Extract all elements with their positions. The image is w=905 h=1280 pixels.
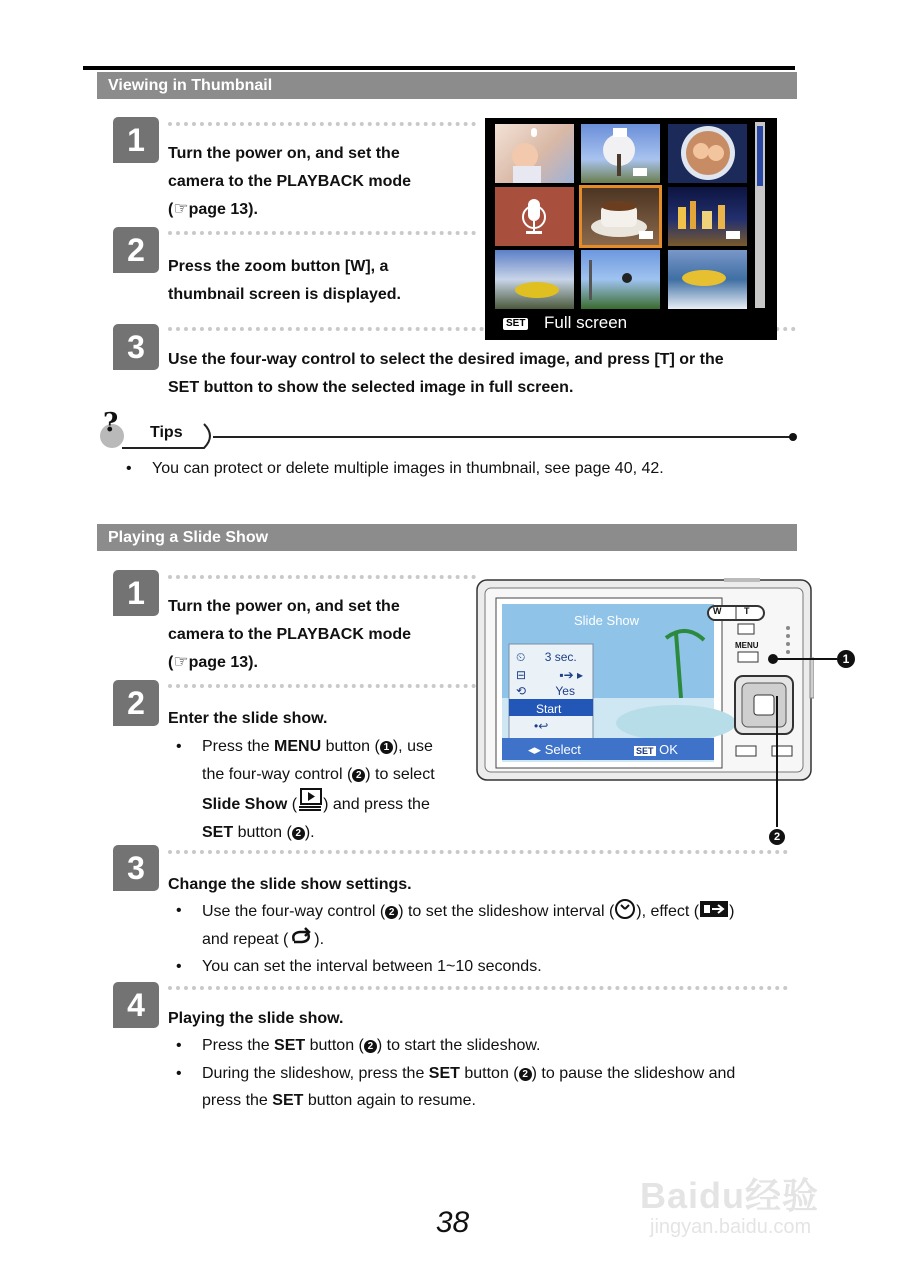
list-item-continued: and repeat ( ). <box>168 926 798 954</box>
hand-pointer-icon: ☞ <box>173 199 189 218</box>
callout-number-2: 2 <box>769 829 785 845</box>
list-item-continued: SET button ( 2 ). <box>202 823 315 841</box>
scrollbar-track <box>755 122 765 308</box>
dotted-divider <box>168 231 476 235</box>
page-number: 38 <box>435 1206 470 1239</box>
timer-icon <box>614 897 636 919</box>
step3-list <box>168 897 798 981</box>
repeat-icon: ⟲ <box>516 684 527 698</box>
section-header-thumbnail: Viewing in Thumbnail <box>97 72 797 99</box>
scrollbar-thumb <box>757 126 763 186</box>
thumbnail-screen <box>485 118 777 340</box>
list-item: • Press the SET button ( 2 ) to start the slideshow. <box>168 1032 798 1060</box>
city-image-icon <box>668 187 747 246</box>
tips-rule <box>213 436 793 438</box>
list-item-continued: the four-way control ( 2 ) to select <box>202 765 435 783</box>
callout-number-icon: 2 <box>292 827 305 840</box>
step2-list <box>168 733 468 846</box>
step-text: Press the zoom button [W], a thumbnail screen is displayed. <box>168 258 401 303</box>
thumbnail-coffee-selected <box>581 187 660 246</box>
dotted-divider <box>168 850 788 854</box>
tips-question-icon: ? <box>97 412 127 446</box>
set-badge: SET <box>503 318 528 330</box>
effect-icon <box>699 899 729 919</box>
callout-line-1 <box>773 658 837 660</box>
thumbnail-skiing-photo <box>581 250 660 309</box>
step-text: Use the four-way control to select the desired image, and press [T] or the SET button to show the selected image in full screen. <box>168 351 724 396</box>
thumbnail-voice-memo <box>495 187 574 246</box>
dotted-divider <box>168 575 476 579</box>
full-screen-label: Full screen <box>544 313 628 332</box>
step-title: Playing the slide show. <box>168 1010 344 1027</box>
list-item: • Use the four-way control ( 2 ) to set the slideshow interval ( ), effect ( ) <box>168 897 798 926</box>
effect-icon: ⊟ <box>516 668 527 682</box>
callout-number-icon: 1 <box>380 741 393 754</box>
step-number: 2 <box>113 227 159 273</box>
list-item: • You can set the interval between 1~10 seconds. <box>168 953 798 981</box>
thumbnail-car-photo <box>495 250 574 309</box>
hand-pointer-icon: ☞ <box>173 652 189 671</box>
back-icon: •↩ <box>534 719 549 733</box>
step4-list <box>168 1032 798 1115</box>
baby-image-icon <box>495 124 574 183</box>
dotted-divider <box>168 684 476 688</box>
step-number: 3 <box>113 845 159 891</box>
repeat-icon <box>288 927 314 947</box>
tree-image-icon <box>581 124 660 183</box>
thumbnail-baby-photo <box>495 124 574 183</box>
thumbnail-rafting-photo <box>668 250 747 309</box>
skier-image-icon <box>581 250 660 309</box>
car-image-icon <box>495 250 574 309</box>
start-option: Start <box>536 702 562 716</box>
select-hint: ◂▸ Select <box>528 742 581 757</box>
callout-number-icon: 2 <box>385 906 398 919</box>
list-item-continued: press the SET button again to resume. <box>202 1092 476 1109</box>
effect-value-icon: ▪➔ ▸ <box>559 668 584 682</box>
list-item: • You can protect or delete multiple images in thumbnail, see page 40, 42. <box>118 455 818 483</box>
step-number: 1 <box>113 570 159 616</box>
four-way-icon: ◂▸ <box>528 742 542 757</box>
menu-button-label: MENU <box>735 641 759 650</box>
tips-list <box>118 455 818 483</box>
callout-number-icon: 2 <box>519 1068 532 1081</box>
coffee-cup-icon <box>581 187 660 246</box>
list-item: • Press the MENU button ( 1 ), use <box>168 733 468 761</box>
step-text: Turn the power on, and set the camera to the PLAYBACK mode (☞page 13). <box>168 140 411 224</box>
tips-rule-dot <box>789 433 797 441</box>
thumbnail-tree-photo <box>581 124 660 183</box>
microphone-icon <box>495 187 574 246</box>
camera-illustration <box>476 578 814 782</box>
thumbnail-kids-photo <box>668 124 747 183</box>
step-title: Change the slide show settings. <box>168 876 412 893</box>
tips-label: Tips <box>150 424 183 441</box>
tips-bracket <box>120 422 220 452</box>
slide-show-icon <box>297 788 323 812</box>
effect-row <box>516 668 583 682</box>
raft-image-icon <box>668 250 747 309</box>
step-number: 3 <box>113 324 159 370</box>
step-number: 2 <box>113 680 159 726</box>
callout-line-2 <box>776 696 778 827</box>
step-number: 1 <box>113 117 159 163</box>
kids-image-icon <box>668 124 747 183</box>
callout-number-icon: 2 <box>364 1040 377 1053</box>
section-header-slideshow: Playing a Slide Show <box>97 524 797 551</box>
top-rule <box>83 66 795 70</box>
step-text: Turn the power on, and set the camera to the PLAYBACK mode (☞page 13). <box>168 593 411 677</box>
baidu-watermark-url: jingyan.baidu.com <box>650 1216 812 1238</box>
thumbnail-city-night <box>668 187 747 246</box>
step-number: 4 <box>113 982 159 1028</box>
zoom-t-label: T <box>744 606 750 616</box>
ok-hint: SET OK <box>636 742 678 757</box>
list-item: • During the slideshow, press the SET button ( 2 ) to pause the slideshow and <box>168 1060 798 1088</box>
baidu-watermark-logo: Baidu经验 <box>640 1175 820 1216</box>
timer-icon: ⏲ <box>516 650 526 664</box>
callout-number-icon: 2 <box>352 769 365 782</box>
callout-number-1: 1 <box>837 650 855 668</box>
list-item-continued: Slide Show ( ) and press the <box>168 788 468 819</box>
zoom-w-label: W <box>713 606 722 616</box>
interval-row: ⏲ 3 sec. <box>516 650 577 664</box>
repeat-row: ⟲ Yes <box>516 684 575 698</box>
dotted-divider <box>168 122 476 126</box>
step-title: Enter the slide show. <box>168 710 328 727</box>
menu-title: Slide Show <box>574 613 640 628</box>
dotted-divider <box>168 986 788 990</box>
